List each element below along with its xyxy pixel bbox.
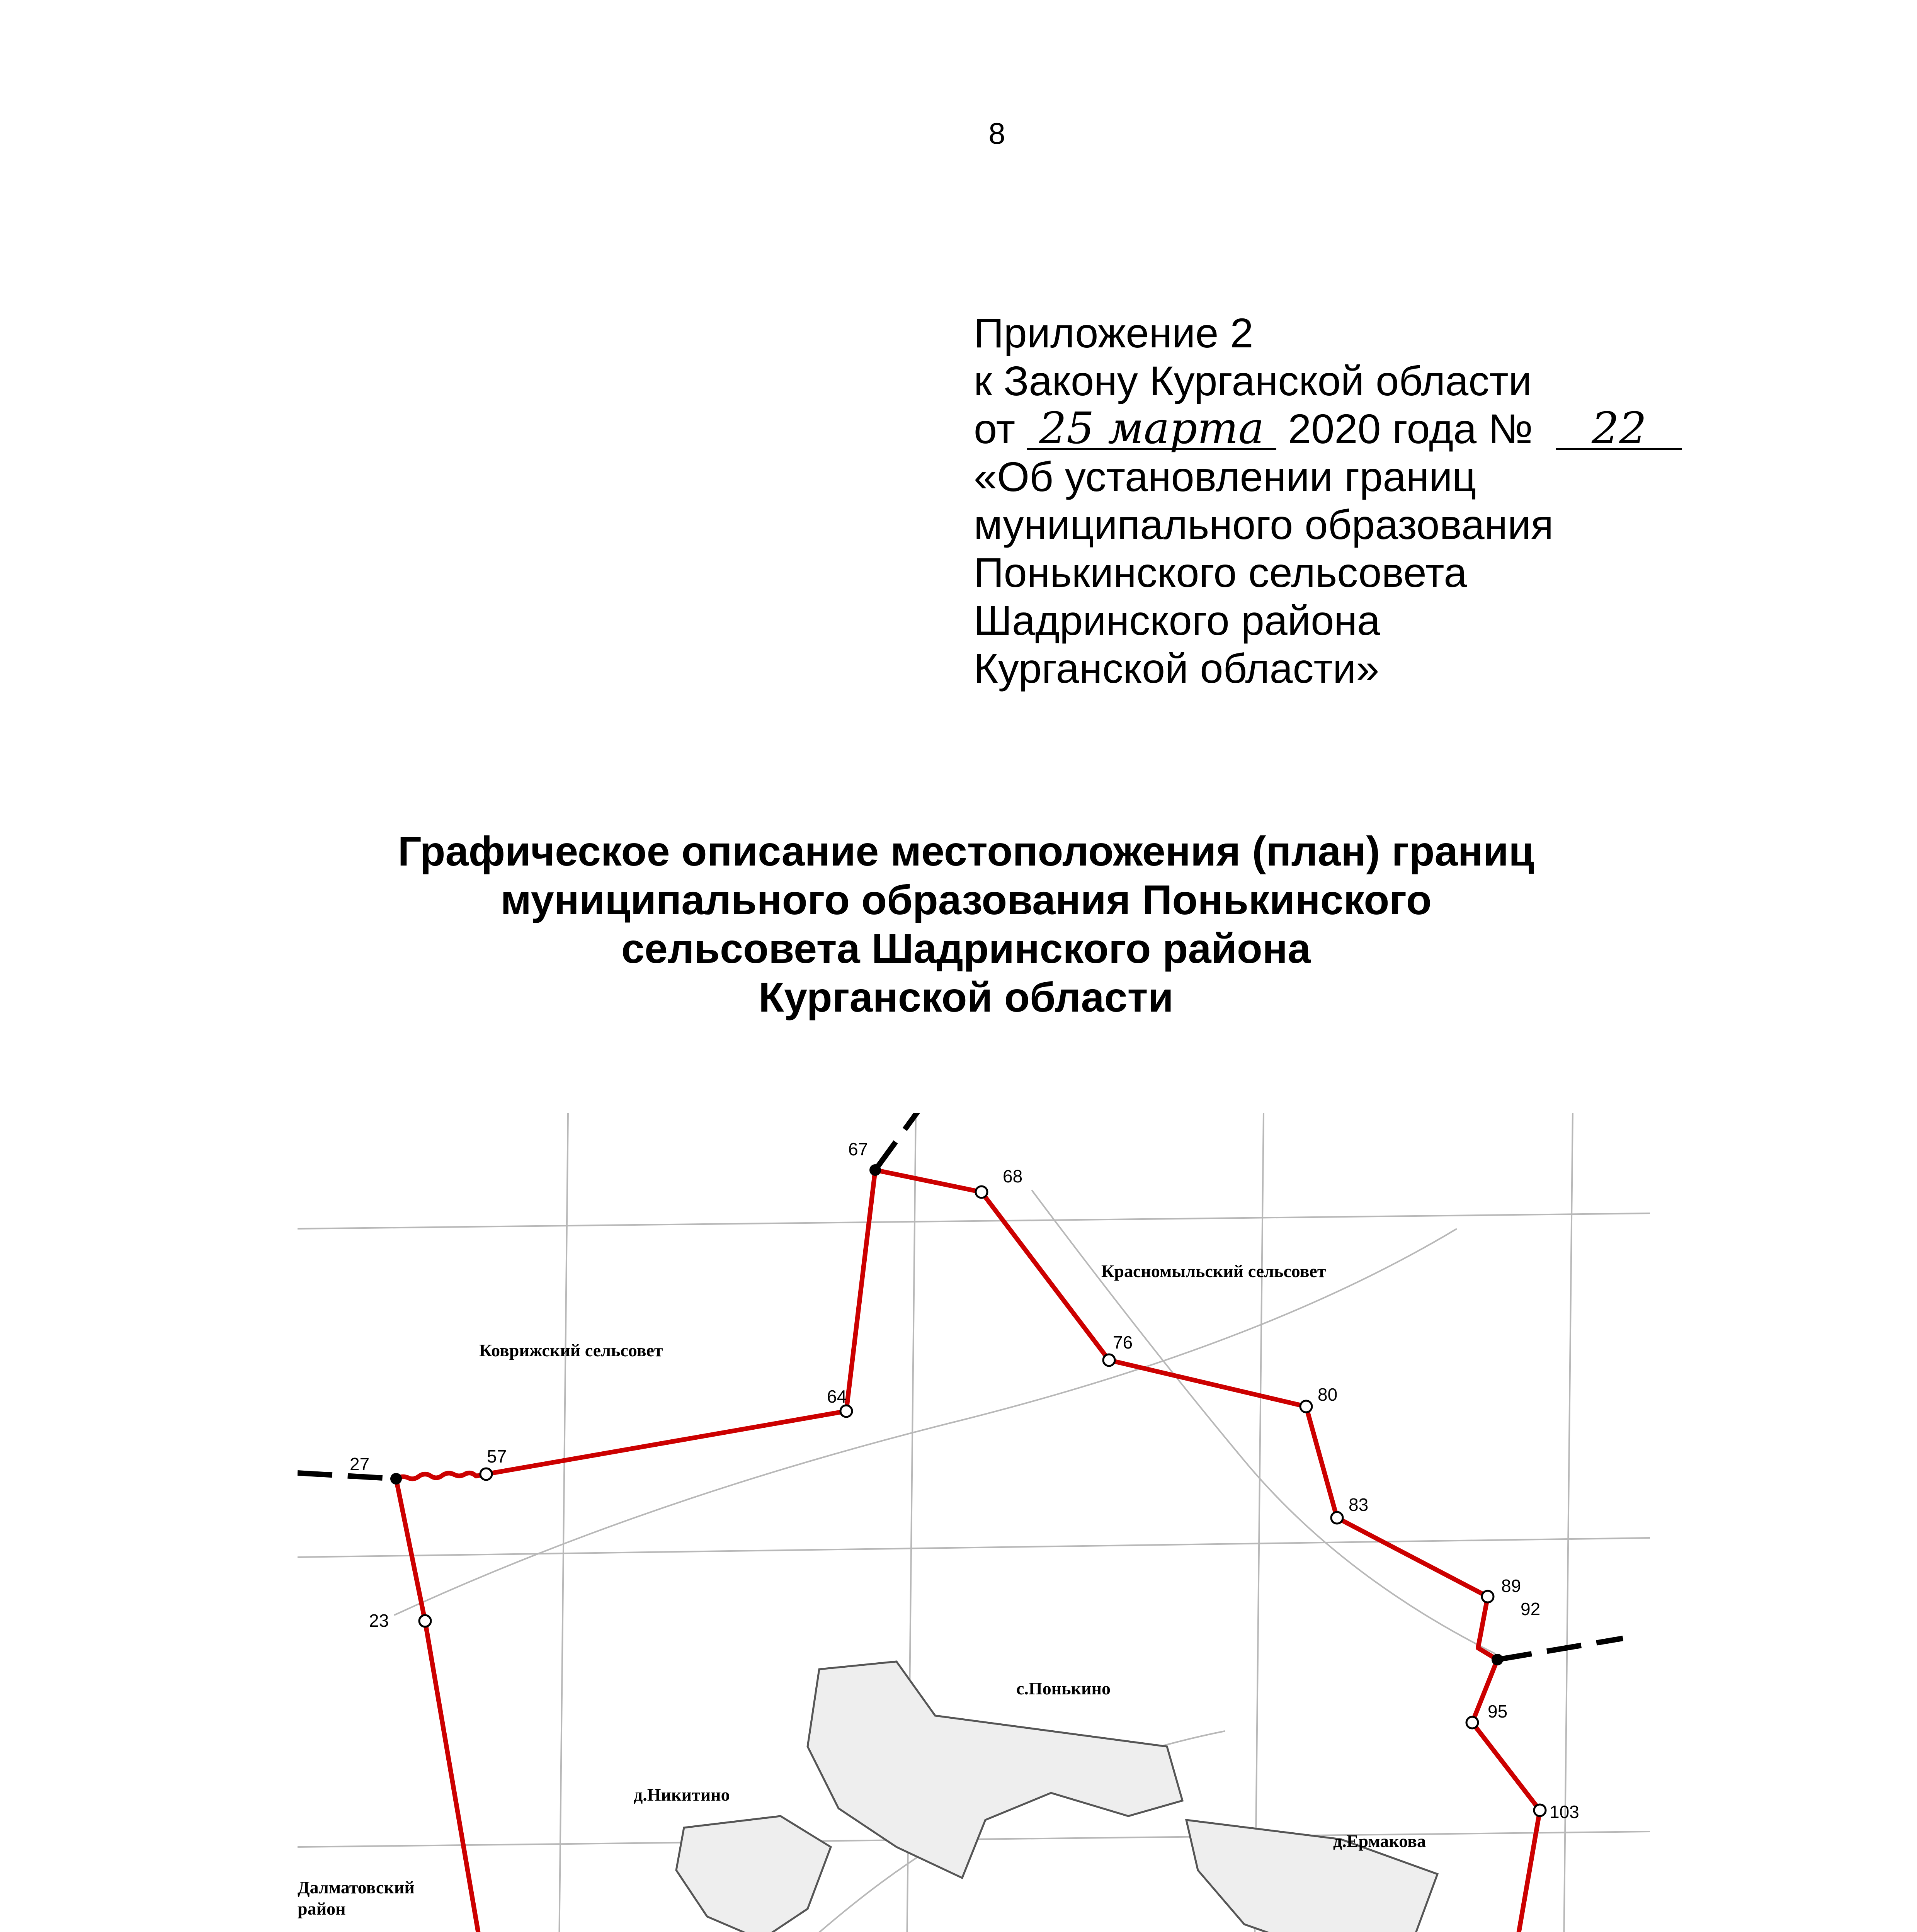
node-point-27	[390, 1473, 402, 1485]
title-line: Графическое описание местоположения (план) границ	[398, 828, 1534, 874]
point-label: 80	[1318, 1384, 1338, 1405]
turn-point-89	[1482, 1591, 1493, 1602]
turn-point-57	[480, 1468, 492, 1480]
handwritten-date: 25 марта	[1027, 409, 1276, 450]
point-label: 68	[1003, 1166, 1023, 1186]
appendix-line: к Закону Курганской области	[974, 357, 1532, 404]
appendix-line: Курганской области»	[974, 645, 1379, 692]
turn-point-64	[840, 1405, 852, 1417]
appendix-date-line	[974, 405, 1682, 453]
page-number: 8	[988, 116, 1005, 150]
label-dalmatovsky-1: Далматовский	[298, 1878, 415, 1897]
appendix-line: Понькинского сельсовета	[974, 549, 1467, 596]
node-point-92	[1492, 1654, 1503, 1665]
label-kovrizhsky: Коврижский сельсовет	[479, 1340, 663, 1360]
point-label: 95	[1488, 1701, 1508, 1721]
label-ponkino: с.Понькино	[1016, 1679, 1111, 1698]
turn-point-68	[976, 1186, 987, 1198]
label-dalmatovsky-2: район	[298, 1899, 346, 1918]
turn-point-95	[1466, 1717, 1478, 1728]
title-line: муниципального образования Понькинского	[500, 876, 1432, 923]
title-line: Курганской области	[759, 974, 1174, 1020]
appendix-line: муниципального образования	[974, 501, 1554, 548]
turn-point-103	[1534, 1804, 1546, 1816]
label-ermakova: д.Ермакова	[1333, 1831, 1426, 1851]
point-label: 92	[1521, 1599, 1541, 1619]
turn-point-23	[419, 1615, 431, 1627]
label-nikitino: д.Никитино	[634, 1785, 730, 1804]
point-label: 83	[1349, 1495, 1369, 1515]
point-label: 76	[1113, 1332, 1133, 1352]
year-and-number-label: 2020 года №	[1288, 405, 1533, 452]
appendix-line: «Об установлении границ	[974, 453, 1476, 500]
point-label: 103	[1550, 1802, 1579, 1822]
point-label: 89	[1501, 1576, 1521, 1596]
boundary-map	[298, 1113, 1650, 1932]
turn-point-76	[1103, 1354, 1115, 1366]
document-title	[270, 827, 1662, 1022]
appendix-header	[974, 309, 1682, 692]
point-label: 27	[350, 1454, 370, 1474]
label-krasnomylsky: Красномыльский сельсовет	[1101, 1261, 1326, 1281]
appendix-line: Шадринского района	[974, 597, 1380, 644]
date-prefix: от	[974, 405, 1015, 452]
appendix-line: Приложение 2	[974, 310, 1254, 356]
handwritten-law-number: 22	[1556, 409, 1682, 450]
turn-point-83	[1331, 1512, 1343, 1524]
point-label: 23	[369, 1611, 389, 1631]
title-line: сельсовета Шадринского района	[621, 925, 1311, 972]
point-label: 64	[827, 1386, 847, 1406]
point-label: 57	[487, 1446, 507, 1466]
node-point-67	[869, 1164, 881, 1176]
turn-point-80	[1300, 1401, 1312, 1412]
point-label: 67	[848, 1139, 868, 1159]
